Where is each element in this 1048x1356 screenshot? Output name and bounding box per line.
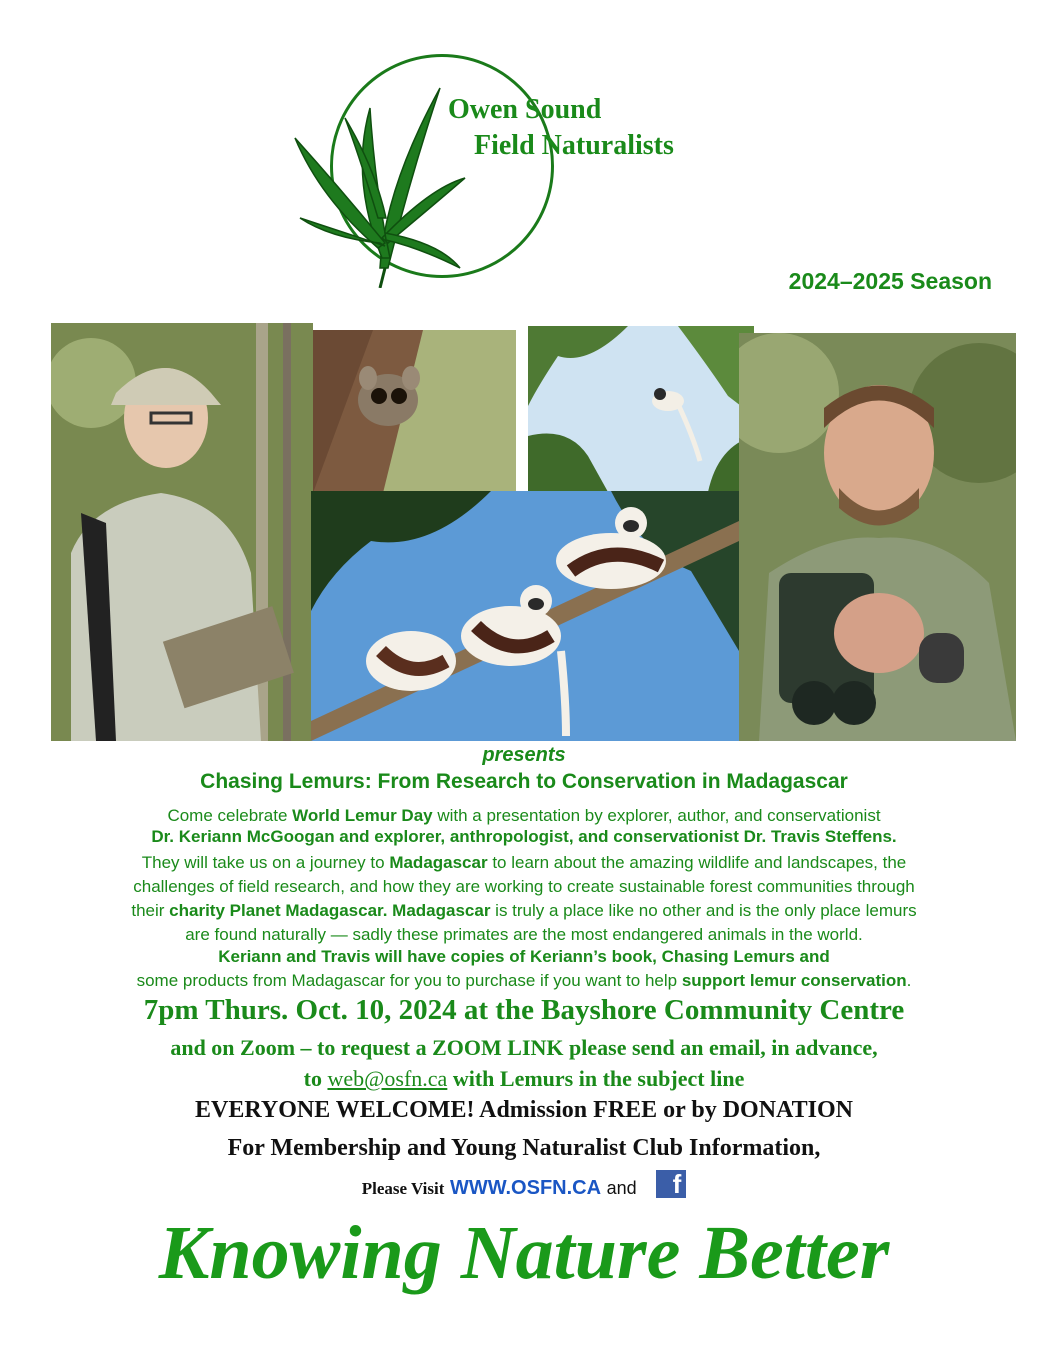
description-line: Keriann and Travis will have copies of Keriann’s book, Chasing Lemurs and [218, 947, 830, 966]
email-link[interactable]: web@osfn.ca [327, 1066, 448, 1091]
osfn-logo [290, 48, 730, 298]
photo-keriann-mcgoogan [51, 323, 313, 741]
photo-sifaka-leaping [528, 326, 754, 492]
logo-title-line2: Field Naturalists [474, 130, 674, 161]
description-line: are found naturally — sadly these primates are the most endangered animals in the world. [185, 925, 863, 944]
membership-line: For Membership and Young Naturalist Club Information, [227, 1135, 821, 1161]
website-link[interactable]: WWW.OSFN.CA [449, 1177, 602, 1199]
welcome-line: EVERYONE WELCOME! Admission FREE or by DONATION [195, 1097, 853, 1123]
description-line: Come celebrate World Lemur Day with a presentation by explorer, author, and conservationist [167, 806, 881, 825]
description-line: They will take us on a journey to Madagascar to learn about the amazing wildlife and landscapes, the [141, 853, 907, 872]
description-line: Dr. Keriann McGoogan and explorer, anthropologist, and conservationist Dr. Travis Steffens. [151, 827, 897, 846]
photo-travis-steffens [739, 333, 1016, 741]
description-line: their charity Planet Madagascar. Madagascar is truly a place like no other and is the only place lemurs [131, 901, 917, 920]
logo-title-line1: Owen Sound [448, 94, 602, 125]
fern-leaf-icon [290, 68, 470, 288]
event-date-location: 7pm Thurs. Oct. 10, 2024 at the Bayshore Community Centre [143, 994, 905, 1026]
event-title: Chasing Lemurs: From Research to Conservation in Madagascar [200, 770, 848, 793]
presents-label: presents [482, 744, 566, 766]
facebook-icon[interactable]: f [656, 1170, 686, 1198]
please-visit-label: Please Visit [361, 1179, 445, 1198]
description-line: some products from Madagascar for you to purchase if you want to help support lemur conservation. [136, 971, 912, 990]
zoom-email-line: to web@osfn.ca with Lemurs in the subject line [303, 1066, 745, 1091]
description-line: challenges of field research, and how they are working to create sustainable forest communities through [133, 877, 915, 896]
tagline: Knowing Nature Better [158, 1211, 890, 1295]
season-label: 2024–2025 Season [788, 268, 992, 294]
photo-mouse-lemur [313, 330, 516, 493]
zoom-request-line: and on Zoom – to request a ZOOM LINK please send an email, in advance, [170, 1035, 878, 1060]
visit-line [0, 1170, 1048, 1200]
photo-sifakas-on-branch [311, 491, 739, 741]
and-label: and [606, 1178, 637, 1198]
